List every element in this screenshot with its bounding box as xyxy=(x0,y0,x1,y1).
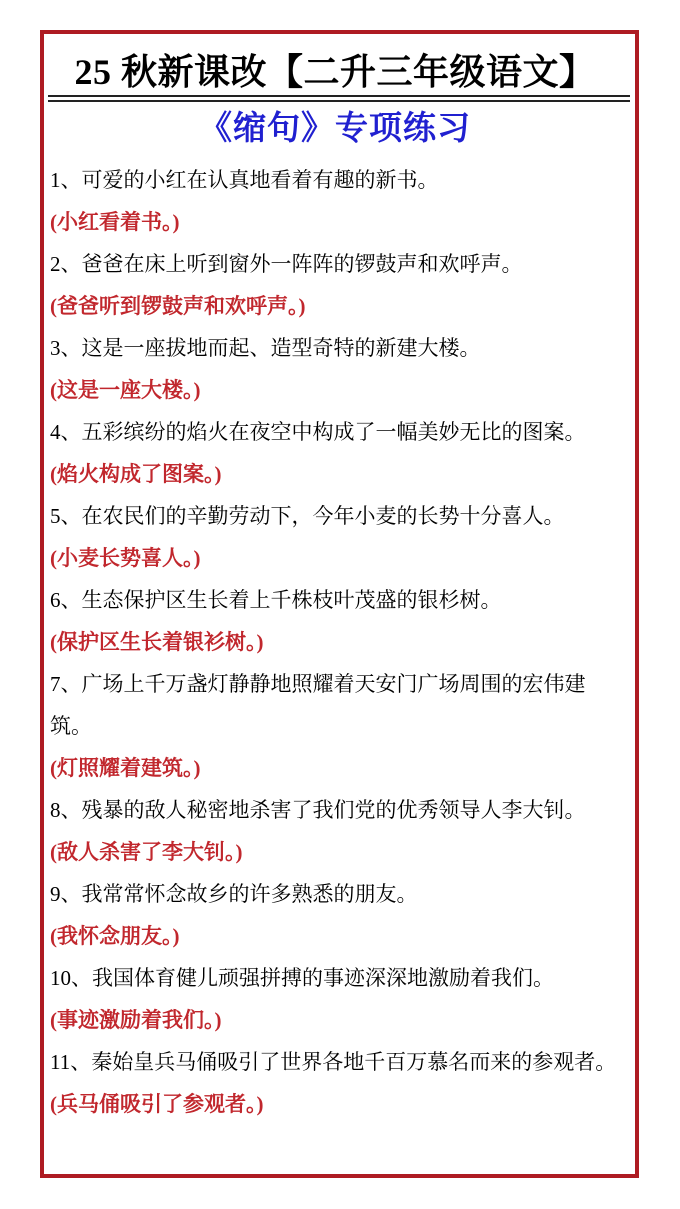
page-subtitle: 《缩句》专项练习 xyxy=(199,109,471,146)
exercise-answer: (事迹激励着我们。) xyxy=(50,1008,222,1032)
exercise-item xyxy=(50,159,620,243)
exercise-answer: (兵马俑吸引了参观者。) xyxy=(50,1092,264,1116)
exercise-answer: (灯照耀着建筑。) xyxy=(50,756,201,780)
exercise-item xyxy=(50,1041,620,1125)
exercise-question: 10、我国体育健儿顽强拼搏的事迹深深地激励着我们。 xyxy=(50,966,554,990)
exercise-answer: (敌人杀害了李大钊。) xyxy=(50,840,243,864)
exercise-item xyxy=(50,495,620,579)
exercise-question: 3、这是一座拔地而起、造型奇特的新建大楼。 xyxy=(50,336,481,360)
exercise-question: 8、残暴的敌人秘密地杀害了我们党的优秀领导人李大钊。 xyxy=(50,798,586,822)
exercise-item xyxy=(50,243,620,327)
exercise-item xyxy=(50,789,620,873)
exercise-answer: (这是一座大楼。) xyxy=(50,378,201,402)
exercise-list xyxy=(50,159,620,1125)
worksheet-page xyxy=(40,30,639,1178)
worksheet-header xyxy=(50,52,620,146)
exercise-answer: (小麦长势喜人。) xyxy=(50,546,201,570)
exercise-question: 4、五彩缤纷的焰火在夜空中构成了一幅美妙无比的图案。 xyxy=(50,420,586,444)
page-title: 25 秋新课改【二升三年级语文】 xyxy=(74,52,596,92)
exercise-answer: (爸爸听到锣鼓声和欢呼声。) xyxy=(50,294,306,318)
exercise-question: 6、生态保护区生长着上千株枝叶茂盛的银杉树。 xyxy=(50,588,502,612)
exercise-item xyxy=(50,327,620,411)
exercise-item xyxy=(50,663,620,789)
exercise-question: 5、在农民们的辛勤劳动下，今年小麦的长势十分喜人。 xyxy=(50,504,565,528)
exercise-question: 11、秦始皇兵马俑吸引了世界各地千百万慕名而来的参观者。 xyxy=(50,1050,617,1074)
exercise-answer: (保护区生长着银衫树。) xyxy=(50,630,264,654)
exercise-item xyxy=(50,411,620,495)
exercise-answer: (我怀念朋友。) xyxy=(50,924,180,948)
exercise-item xyxy=(50,579,620,663)
title-underline-rule xyxy=(48,95,630,102)
exercise-item xyxy=(50,873,620,957)
exercise-answer: (小红看着书。) xyxy=(50,210,180,234)
exercise-question: 2、爸爸在床上听到窗外一阵阵的锣鼓声和欢呼声。 xyxy=(50,252,523,276)
exercise-answer: (焰火构成了图案。) xyxy=(50,462,222,486)
exercise-question: 9、我常常怀念故乡的许多熟悉的朋友。 xyxy=(50,882,418,906)
exercise-question: 7、广场上千万盏灯静静地照耀着天安门广场周围的宏伟建筑。 xyxy=(50,672,586,738)
exercise-question: 1、可爱的小红在认真地看着有趣的新书。 xyxy=(50,168,439,192)
exercise-item xyxy=(50,957,620,1041)
